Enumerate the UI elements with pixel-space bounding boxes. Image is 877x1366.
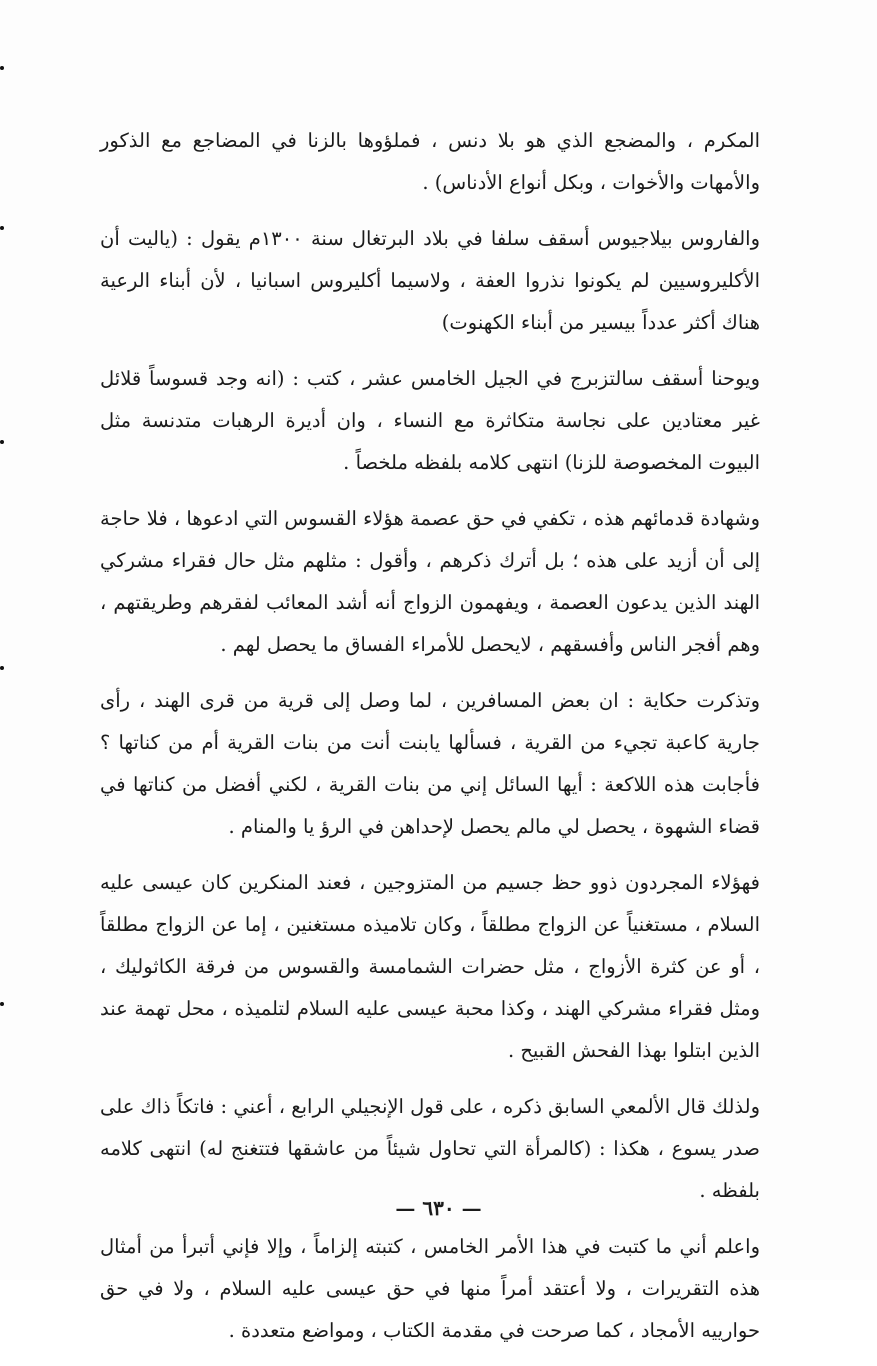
paragraph-7: ولذلك قال الألمعي السابق ذكره ، على قول الإنجيلي الرابع ، أعني : فاتكاً ذاك على صدر يسوع ، هكذا : (كالمرأة التي تحاول شيئاً من عاشقها فتتغنج له) انتهى كلامه بلفظه . <box>100 1095 760 1202</box>
scan-edge-mark <box>0 226 4 230</box>
page-number: — ٦٣٠ — <box>395 1196 482 1220</box>
paragraph-5: وتذكرت حكاية : ان بعض المسافرين ، لما وصل إلى قرية من قرى الهند ، رأى جارية كاعبة تجيء من القرية ، فسألها يابنت أنت من بنات القرية أم من كناتها ؟ فأجابت هذه اللاكعة : أيها السائل إني من بنات القرية ، لكني أفضل من كناتها في قضاء الشهوة ، يحصل لي مالم يحصل لإحداهن في الرؤ يا والمنام . <box>100 689 760 838</box>
scan-edge-mark <box>0 440 4 444</box>
paragraph-6: فهؤلاء المجردون ذوو حظ جسيم من المتزوجين ، فعند المنكرين كان عيسى عليه السلام ، مستغنياً عن الزواج مطلقاً ، وكان تلاميذه مستغنين ، إما عن الزواج مطلقاً ، أو عن كثرة الأزواج ، مثل حضرات الشمامسة والقسوس من فرقة الكاثوليك ، ومثل فقراء مشركي الهند ، وكذا محبة عيسى عليه السلام لتلميذه ، محل تهمة عند الذين ابتلوا بهذا الفحش القبيح . <box>100 871 760 1062</box>
scan-edge-mark <box>0 666 4 670</box>
paragraph-2: والفاروس بيلاجيوس أسقف سلفا في بلاد البرتغال سنة ١٣٠٠م يقول : (ياليت أن الأكليروسيين لم يكونوا نذروا العفة ، ولاسيما أكليروس اسبانيا ، لأن أبناء الرعية هناك أكثر عدداً بيسير من أبناء الكهنوت) <box>100 227 760 334</box>
paragraph-8: واعلم أني ما كتبت في هذا الأمر الخامس ، كتبته إلزاماً ، وإلا فإني أتبرأ من أمثال هذه التقريرات ، ولا أعتقد أمراً منها في حق عيسى عليه السلام ، ولا في حق حوارييه الأمجاد ، كما صرحت في مقدمة الكتاب ، ومواضع متعددة . <box>100 1235 760 1342</box>
body-text <box>100 120 760 1366</box>
paragraph-3: ويوحنا أسقف سالتزبرج في الجيل الخامس عشر ، كتب : (انه وجد قسوساً قلائل غير معتادين على نجاسة متكاثرة مع النساء ، وان أديرة الرهبات متدنسة مثل البيوت المخصوصة للزنا) انتهى كلامه بلفظه ملخصاً . <box>100 367 760 474</box>
scan-edge-mark <box>0 66 4 70</box>
paragraph-4: وشهادة قدمائهم هذه ، تكفي في حق عصمة هؤلاء القسوس التي ادعوها ، فلا حاجة إلى أن أزيد على هذه ؛ بل أترك ذكرهم ، وأقول : مثلهم مثل حال فقراء مشركي الهند الذين يدعون العصمة ، ويفهمون الزواج أنه أشد المعائب لفقرهم وطريقتهم ، وهم أفجر الناس وأفسقهم ، لايحصل للأمراء الفساق ما يحصل لهم . <box>100 507 760 656</box>
scan-edge-mark <box>0 1002 4 1006</box>
paragraph-1: المكرم ، والمضجع الذي هو بلا دنس ، فملؤوها بالزنا في المضاجع مع الذكور والأمهات والأخوات ، وبكل أنواع الأدناس) . <box>100 129 760 194</box>
